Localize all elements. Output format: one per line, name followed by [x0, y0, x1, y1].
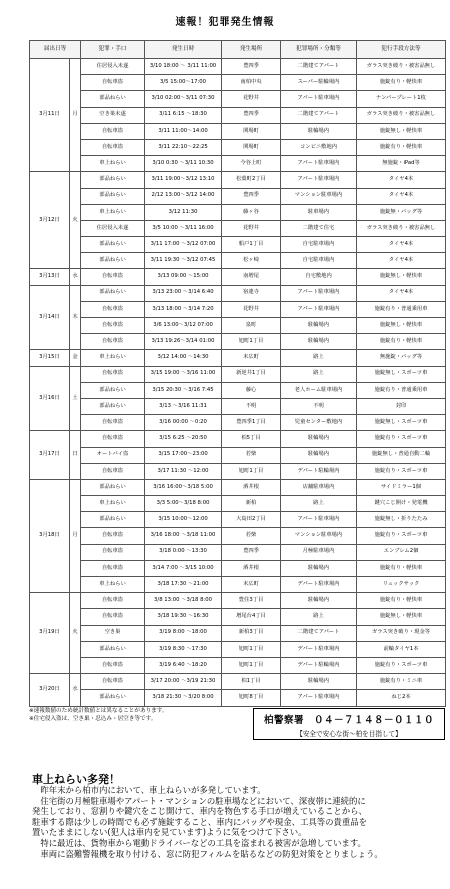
table-row	[30, 593, 446, 609]
datetime-cell: 3/16 16:00～3/18 5:00	[145, 479, 222, 495]
place-type-cell: 老人ホーム駐車場内	[281, 382, 357, 398]
location-cell: 松葉町2丁目	[222, 172, 281, 188]
crime-type-cell: 部品ねらい	[81, 172, 145, 188]
report-date-cell: 3月14日	[30, 285, 70, 350]
article-body	[32, 785, 442, 859]
datetime-cell: 3/19 8:00 ～18:00	[145, 625, 222, 641]
place-type-cell: 駐輪場内	[281, 318, 357, 334]
location-cell: 船戸1丁目	[222, 237, 281, 253]
place-type-cell: マンション駐車場内	[281, 528, 357, 544]
place-type-cell: 二階建てアパート	[281, 59, 357, 75]
table-row	[30, 366, 446, 382]
datetime-cell: 3/5 15:00～17:00	[145, 75, 222, 91]
table-row	[30, 609, 446, 625]
datetime-cell: 3/18 21:30 ～3/20 8:00	[145, 690, 222, 706]
datetime-cell: 3/5 10:00 ～3/11 16:00	[145, 220, 222, 236]
crime-type-cell: 部品ねらい	[81, 237, 145, 253]
method-cell: 施錠有り・普通乗用車	[357, 382, 446, 398]
table-row	[30, 560, 446, 576]
crime-type-cell: 車上ねらい	[81, 156, 145, 172]
location-cell: 藤心	[222, 382, 281, 398]
location-cell: 新逆井1丁目	[222, 366, 281, 382]
weekday-cell: 月	[70, 59, 81, 172]
report-date-cell: 3月19日	[30, 593, 70, 674]
place-type-cell: 駐輪場内	[281, 674, 357, 690]
method-cell: 施錠無し・スポーツ車	[357, 415, 446, 431]
place-type-cell: 路上	[281, 609, 357, 625]
crime-type-cell: 自転車盗	[81, 657, 145, 673]
location-cell: 宿連寺	[222, 285, 281, 301]
table-row	[30, 431, 446, 447]
crime-type-cell: 部品ねらい	[81, 479, 145, 495]
place-type-cell: アパート駐車場内	[281, 91, 357, 107]
table-row	[30, 512, 446, 528]
report-date-cell: 3月17日	[30, 431, 70, 480]
table-row	[30, 156, 446, 172]
location-cell: 酒井根	[222, 560, 281, 576]
location-cell: 新柏3丁目	[222, 625, 281, 641]
crime-report-table	[29, 40, 446, 707]
crime-type-cell: 自転車盗	[81, 431, 145, 447]
place-type-cell: 駐輪場内	[281, 123, 357, 139]
datetime-cell: 3/17 11:30 ～12:00	[145, 463, 222, 479]
table-row	[30, 625, 446, 641]
table-row	[30, 415, 446, 431]
table-row	[30, 657, 446, 673]
crime-type-cell: 自転車盗	[81, 593, 145, 609]
datetime-cell: 3/13 ～3/16 11:31	[145, 398, 222, 414]
method-cell: 施錠無し・軽快車	[357, 609, 446, 625]
method-cell: サイドミラー1個	[357, 479, 446, 495]
location-cell: 新柏	[222, 496, 281, 512]
article-line: 特に最近は、貨物車から電動ドライバーなどの工具を盗まれる被害が急増しています。	[40, 837, 366, 848]
method-cell: エンブレム2個	[357, 544, 446, 560]
place-type-cell: アパート駐車場内	[281, 690, 357, 706]
method-cell: タイヤ4本	[357, 172, 446, 188]
location-cell: 旭町1丁目	[222, 463, 281, 479]
datetime-cell: 3/18 0:00 ～13:30	[145, 544, 222, 560]
place-type-cell: 駐輪場内	[281, 593, 357, 609]
datetime-cell: 3/13 19:26～3/14 01:00	[145, 334, 222, 350]
datetime-cell: 3/12 14:00 ～14:30	[145, 350, 222, 366]
footnote: ※住宅侵入盗は、空き巣・忍込み・居空き等です。	[29, 716, 157, 722]
method-cell: ガラス突き破り・被害品無し	[357, 220, 446, 236]
method-cell: 施錠有り・スポーツ車	[357, 463, 446, 479]
article-line: 車両に盗難警報機を取り付ける、窓に防犯フィルムを貼るなどの防犯対策をとりましょう。	[40, 848, 383, 859]
crime-type-cell: 車上ねらい	[81, 204, 145, 220]
location-cell: 柏1丁目	[222, 674, 281, 690]
method-cell: タイヤ4本	[357, 188, 446, 204]
location-cell: 今谷上町	[222, 156, 281, 172]
place-type-cell: 駐輪場内	[281, 431, 357, 447]
header-datetime: 発生日時	[145, 41, 222, 59]
crime-type-cell: 自転車盗	[81, 318, 145, 334]
location-cell: 藤ヶ谷	[222, 204, 281, 220]
crime-type-cell: 車上ねらい	[81, 496, 145, 512]
datetime-cell: 3/17 20:00 ～3/19 21:30	[145, 674, 222, 690]
weekday-cell: 火	[70, 172, 81, 269]
place-type-cell: 駐輪場内	[281, 447, 357, 463]
datetime-cell: 3/13 23:00 ～3/14 6:40	[145, 285, 222, 301]
table-row	[30, 398, 446, 414]
datetime-cell: 3/15 10:00～12:00	[145, 512, 222, 528]
page-title: 速報！犯罪発生情報	[175, 17, 275, 28]
article-line: 発生しており、窓割りや鍵穴をこじ開けて、車内を物色する手口が増えていることから、	[32, 806, 367, 817]
article-line: 駐車する際は少しの時間でも必ず施錠すること、車内にバッグや現金、工具等の貴重品を	[32, 816, 367, 827]
location-cell: 若柴	[222, 528, 281, 544]
location-cell: 酒井根	[222, 479, 281, 495]
datetime-cell: 3/6 13:00～3/12 07:00	[145, 318, 222, 334]
article-title: 車上ねらい多発！	[32, 773, 120, 786]
method-cell: 無施錠・バッグ等	[357, 350, 446, 366]
table-row	[30, 447, 446, 463]
police-slogan: 【安全で安心な街～柏を目指して】	[296, 730, 402, 738]
location-cell: 豊四季	[222, 188, 281, 204]
crime-type-cell: 住居侵入未遂	[81, 220, 145, 236]
method-cell: ガラス突き破り・現金等	[357, 625, 446, 641]
method-cell: 施錠無し・軽快車	[357, 123, 446, 139]
location-cell: 豊住3丁目	[222, 593, 281, 609]
table-row	[30, 285, 446, 301]
header-location: 発生場所	[222, 41, 281, 59]
method-cell: 施錠有り・普通乗用車	[357, 301, 446, 317]
datetime-cell: 3/3 5:00～3/18 8:00	[145, 496, 222, 512]
datetime-cell: 3/11 17:00 ～3/12 07:00	[145, 237, 222, 253]
header-crime-type: 犯罪・手口	[81, 41, 145, 59]
datetime-cell: 3/16 18:00 ～3/18 11:00	[145, 528, 222, 544]
crime-type-cell: 自転車盗	[81, 609, 145, 625]
datetime-cell: 3/19 8:30 ～17:30	[145, 641, 222, 657]
location-cell: 末広町	[222, 350, 281, 366]
location-cell: 豊四季1丁目	[222, 415, 281, 431]
method-cell: タイヤ4本	[357, 253, 446, 269]
place-type-cell: デパート駐輪場内	[281, 657, 357, 673]
location-cell: 柏5丁目	[222, 431, 281, 447]
datetime-cell: 3/11 11:00～14:00	[145, 123, 222, 139]
table-row	[30, 301, 446, 317]
datetime-cell: 2/12 13:00～3/12 14:00	[145, 188, 222, 204]
weekday-cell: 土	[70, 366, 81, 431]
crime-type-cell: 自転車盗	[81, 75, 145, 91]
table-row	[30, 172, 446, 188]
place-type-cell: デパート駐車場内	[281, 641, 357, 657]
table-row	[30, 350, 446, 366]
place-type-cell: アパート駐車場内	[281, 172, 357, 188]
place-type-cell: 自宅敷地内	[281, 269, 357, 285]
police-phone: 柏警察署 ０４－７１４８－０１１０	[263, 715, 434, 726]
place-type-cell: 児童センター敷地内	[281, 415, 357, 431]
weekday-cell: 水	[70, 269, 81, 285]
method-cell: 鍵穴こじ開け・発電機	[357, 496, 446, 512]
method-cell: 前輪タイヤ1本	[357, 641, 446, 657]
location-cell: 花野井	[222, 301, 281, 317]
crime-type-cell: 空き巣未遂	[81, 107, 145, 123]
report-date-cell: 3月11日	[30, 59, 70, 172]
weekday-cell: 日	[70, 431, 81, 480]
datetime-cell: 3/11 19:00～3/12 13:10	[145, 172, 222, 188]
location-cell: 豊四季	[222, 59, 281, 75]
table-row	[30, 544, 446, 560]
crime-type-cell: 自転車盗	[81, 415, 145, 431]
method-cell: 施錠有り・スポーツ車	[357, 528, 446, 544]
method-cell: タイヤ4本	[357, 237, 446, 253]
place-type-cell: 路上	[281, 366, 357, 382]
method-cell: 施錠有り・軽快車	[357, 75, 446, 91]
crime-type-cell: 部品ねらい	[81, 91, 145, 107]
place-type-cell: 駐輪場内	[281, 560, 357, 576]
location-cell: 大島田2丁目	[222, 512, 281, 528]
method-cell: 施錠無し・スポーツ車	[357, 366, 446, 382]
place-type-cell: 駐車場内	[281, 204, 357, 220]
place-type-cell: アパート駐車場内	[281, 285, 357, 301]
table-header-row	[30, 41, 446, 59]
weekday-cell: 木	[70, 285, 81, 350]
method-cell: 施錠有り・軽快車	[357, 593, 446, 609]
place-type-cell: 月極駐車場内	[281, 544, 357, 560]
place-type-cell: 二階建てアパート	[281, 625, 357, 641]
datetime-cell: 3/15 19:00 ～3/16 11:00	[145, 366, 222, 382]
place-type-cell: アパート駐車場内	[281, 156, 357, 172]
crime-type-cell: 部品ねらい	[81, 690, 145, 706]
report-date-cell: 3月20日	[30, 674, 70, 706]
article-line: 置いたままにしない(犯人は車内を見ています)ように気をつけて下さい。	[32, 827, 307, 838]
datetime-cell: 3/16 00:00 ～0:20	[145, 415, 222, 431]
location-cell: 増尾台4丁目	[222, 609, 281, 625]
method-cell: リュックサック	[357, 577, 446, 593]
crime-type-cell: 車上ねらい	[81, 577, 145, 593]
crime-type-cell: 自転車盗	[81, 528, 145, 544]
table-row	[30, 269, 446, 285]
datetime-cell: 3/10 0:30 ～3/11 10:30	[145, 156, 222, 172]
crime-type-cell: 自転車盗	[81, 463, 145, 479]
weekday-cell: 水	[70, 674, 81, 706]
crime-type-cell: 部品ねらい	[81, 512, 145, 528]
method-cell: ガラス突き破り・被害品無し	[357, 59, 446, 75]
datetime-cell: 3/18 19:30 ～16:30	[145, 609, 222, 625]
table-row	[30, 674, 446, 690]
datetime-cell: 3/14 7:00 ～3/15 10:00	[145, 560, 222, 576]
article-line: 住宅街の月極駐車場やアパート・マンションの駐車場などにおいて、深夜帯に連続的に	[40, 795, 366, 806]
crime-type-cell: 自転車盗	[81, 674, 145, 690]
footnote: ※速報数値のため統計数値とは異なることがあります。	[29, 708, 168, 714]
location-cell: 南柏中央	[222, 75, 281, 91]
crime-type-cell: 自転車盗	[81, 560, 145, 576]
location-cell: 旭町1丁目	[222, 334, 281, 350]
method-cell: ナンバープレート1枚	[357, 91, 446, 107]
place-type-cell: 二階建て住宅	[281, 220, 357, 236]
method-cell: 施錠無・バッグ等	[357, 204, 446, 220]
table-row	[30, 463, 446, 479]
location-cell: 末広町	[222, 577, 281, 593]
method-cell: 施錠無し・軽快車	[357, 318, 446, 334]
datetime-cell: 3/12 11:30	[145, 204, 222, 220]
report-date-cell: 3月18日	[30, 479, 70, 592]
place-type-cell: アパート駐車場内	[281, 512, 357, 528]
footnotes	[29, 707, 168, 723]
place-type-cell: アパート駐車場内	[281, 301, 357, 317]
location-cell: 豊四季	[222, 107, 281, 123]
crime-type-cell: 部品ねらい	[81, 253, 145, 269]
location-cell: 南増尾	[222, 269, 281, 285]
datetime-cell: 3/15 20:30 ～3/16 7:45	[145, 382, 222, 398]
place-type-cell: 自宅駐車場内	[281, 253, 357, 269]
location-cell: 不明	[222, 398, 281, 414]
table-body	[30, 59, 446, 707]
method-cell: ねじ2本	[357, 690, 446, 706]
place-type-cell: 自宅駐車場内	[281, 237, 357, 253]
table-row	[30, 334, 446, 350]
method-cell: 施錠有り・スポーツ車	[357, 431, 446, 447]
report-date-cell: 3月16日	[30, 366, 70, 431]
table-row	[30, 528, 446, 544]
header-report-date: 届出日等	[30, 41, 81, 59]
datetime-cell: 3/19 6:40 ～18:20	[145, 657, 222, 673]
crime-type-cell: 部品ねらい	[81, 285, 145, 301]
place-type-cell: 店舗駐車場内	[281, 479, 357, 495]
datetime-cell: 3/13 18:00 ～3/14 7:20	[145, 301, 222, 317]
datetime-cell: 3/10 18:00 ～ 3/11 11:00	[145, 59, 222, 75]
method-cell: ガラス突き破り・被害品無し	[357, 107, 446, 123]
method-cell: 施錠有り・軽快車	[357, 560, 446, 576]
location-cell: 若柴	[222, 447, 281, 463]
method-cell: 施錠有り・スポーツ車	[357, 657, 446, 673]
table-row	[30, 479, 446, 495]
place-type-cell: コンビニ敷地内	[281, 139, 357, 155]
crime-type-cell: 自転車盗	[81, 269, 145, 285]
crime-type-cell: 部品ねらい	[81, 188, 145, 204]
report-date-cell: 3月13日	[30, 269, 70, 285]
location-cell: 関場町	[222, 123, 281, 139]
article-line: 昨年末から柏市内において、車上ねらいが多発しています。	[40, 785, 266, 795]
method-cell: 封印	[357, 398, 446, 414]
crime-type-cell: 自転車盗	[81, 366, 145, 382]
place-type-cell: 路上	[281, 496, 357, 512]
table-row	[30, 107, 446, 123]
table-row	[30, 382, 446, 398]
method-cell: 施錠無し・軽快車	[357, 269, 446, 285]
table-row	[30, 641, 446, 657]
header-place-type: 犯罪場所・分類等	[281, 41, 357, 59]
location-cell: 旭町1丁目	[222, 657, 281, 673]
method-cell: 施錠有り・ミニ車	[357, 674, 446, 690]
crime-type-cell: 自転車盗	[81, 301, 145, 317]
table-row	[30, 204, 446, 220]
table-row	[30, 123, 446, 139]
table-row	[30, 188, 446, 204]
crime-type-cell: オートバイ盗	[81, 447, 145, 463]
place-type-cell: マンション駐車場内	[281, 188, 357, 204]
datetime-cell: 3/11 22:10～22:25	[145, 139, 222, 155]
datetime-cell: 3/11 6:15 ～18:30	[145, 107, 222, 123]
method-cell: 施錠無し・普通自動二輪	[357, 447, 446, 463]
method-cell: 施錠有り・軽快車	[357, 334, 446, 350]
weekday-cell: 月	[70, 479, 81, 592]
place-type-cell: デパート駐輪場内	[281, 463, 357, 479]
location-cell: 花野井	[222, 91, 281, 107]
datetime-cell: 3/8 13:00 ～3/18 8:00	[145, 593, 222, 609]
table-row	[30, 496, 446, 512]
crime-type-cell: 部品ねらい	[81, 398, 145, 414]
crime-type-cell: 自転車盗	[81, 139, 145, 155]
place-type-cell: スーパー駐輪場内	[281, 75, 357, 91]
location-cell: 花野井	[222, 220, 281, 236]
method-cell: 施錠無し・折りたたみ	[357, 512, 446, 528]
datetime-cell: 3/18 17:30 ～21:00	[145, 577, 222, 593]
place-type-cell: デパート駐車場内	[281, 577, 357, 593]
method-cell: 施錠有り・軽快車	[357, 139, 446, 155]
datetime-cell: 3/10 02:00～3/11 07:30	[145, 91, 222, 107]
police-contact-box	[253, 708, 445, 740]
table-row	[30, 220, 446, 236]
method-cell: タイヤ4本	[357, 285, 446, 301]
table-row	[30, 59, 446, 75]
location-cell: 旭町8丁目	[222, 690, 281, 706]
datetime-cell: 3/13 09:00 ～15:00	[145, 269, 222, 285]
table-row	[30, 253, 446, 269]
method-cell: 無施錠・iPad等	[357, 156, 446, 172]
crime-type-cell: 自転車盗	[81, 334, 145, 350]
datetime-cell: 3/15 6:25 ～20:50	[145, 431, 222, 447]
weekday-cell: 金	[70, 350, 81, 366]
table-row	[30, 577, 446, 593]
place-type-cell: 不明	[281, 398, 357, 414]
weekday-cell: 火	[70, 593, 81, 674]
datetime-cell: 3/15 17:00～23:00	[145, 447, 222, 463]
crime-type-cell: 車上ねらい	[81, 350, 145, 366]
datetime-cell: 3/11 19:30 ～3/12 07:45	[145, 253, 222, 269]
crime-type-cell: 部品ねらい	[81, 641, 145, 657]
crime-type-cell: 住居侵入未遂	[81, 59, 145, 75]
location-cell: 旭町1丁目	[222, 641, 281, 657]
location-cell: 関場町	[222, 139, 281, 155]
place-type-cell: 路上	[281, 350, 357, 366]
crime-type-cell: 自転車盗	[81, 123, 145, 139]
table-row	[30, 91, 446, 107]
crime-type-cell: 空き巣	[81, 625, 145, 641]
place-type-cell: 二階建てアパート	[281, 107, 357, 123]
location-cell: 豊四季	[222, 544, 281, 560]
table-row	[30, 139, 446, 155]
header-method: 犯行手段方法等	[357, 41, 446, 59]
table-row	[30, 690, 446, 706]
crime-type-cell: 自転車盗	[81, 544, 145, 560]
report-date-cell: 3月15日	[30, 350, 70, 366]
table-row	[30, 237, 446, 253]
report-date-cell: 3月12日	[30, 172, 70, 269]
table-row	[30, 75, 446, 91]
location-cell: 泉町	[222, 318, 281, 334]
location-cell: 松ヶ崎	[222, 253, 281, 269]
place-type-cell: 駐輪場内	[281, 334, 357, 350]
crime-type-cell: 部品ねらい	[81, 382, 145, 398]
table-row	[30, 318, 446, 334]
